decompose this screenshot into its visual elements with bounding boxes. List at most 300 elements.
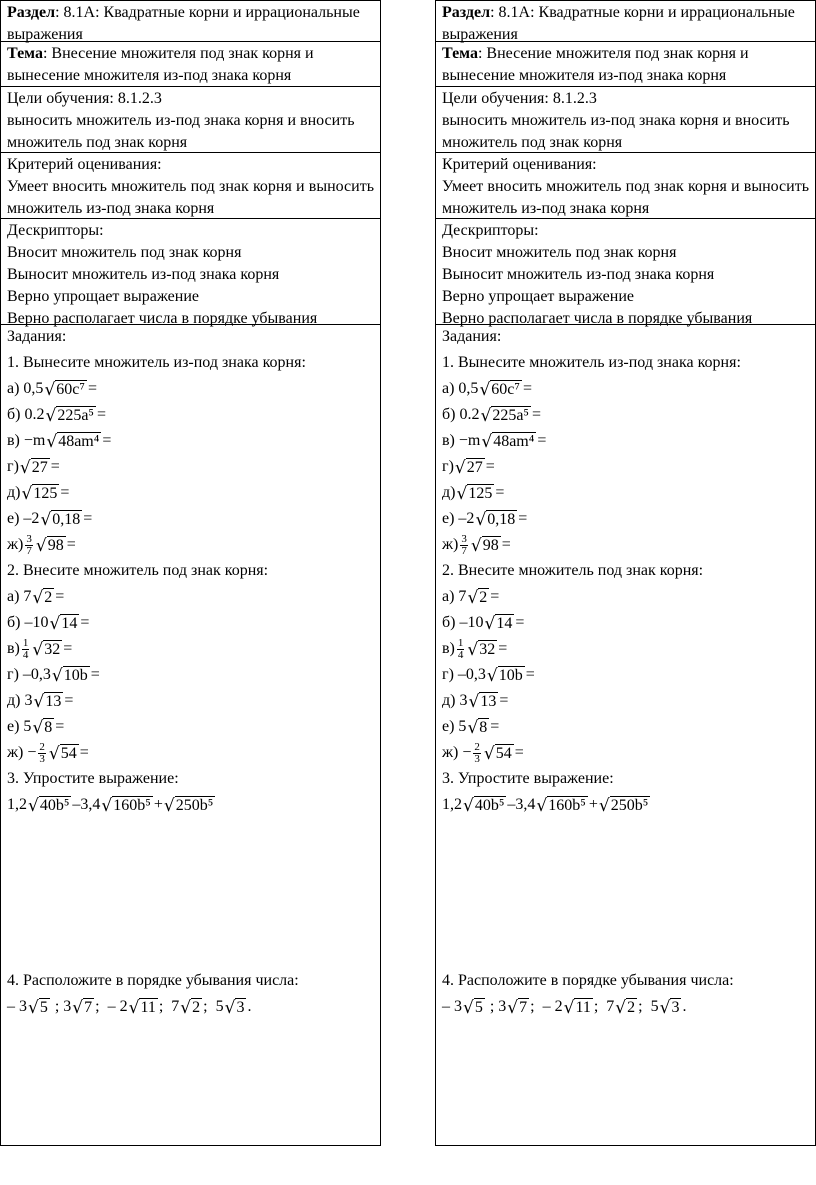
radicand: 7 — [519, 998, 528, 1016]
square-root — [475, 510, 517, 529]
coefficient: –3,4 — [507, 796, 536, 813]
square-root — [599, 796, 650, 815]
item-label: а) 0,5 — [7, 380, 44, 397]
separator: . — [682, 998, 687, 1015]
goals-title: Цели обучения: 8.1.2.3 — [442, 90, 597, 107]
equals-sign: = — [499, 692, 509, 709]
task3-expression — [7, 792, 374, 818]
square-root — [479, 380, 522, 399]
item-label: а) 7 — [7, 588, 32, 605]
equals-sign: = — [50, 458, 60, 475]
square-root — [225, 998, 247, 1017]
equals-sign: = — [55, 718, 65, 735]
equals-sign: = — [515, 614, 525, 631]
goals-text: выносить множитель из-под знака корня и вносить множитель под знак корня — [7, 112, 355, 151]
radical-sign-icon: √ — [536, 795, 548, 816]
section-label: Раздел — [442, 4, 491, 21]
radical-sign-icon: √ — [72, 997, 84, 1018]
task2-item — [7, 688, 374, 714]
task2-item — [7, 636, 374, 662]
fraction — [473, 742, 481, 765]
task2-item — [442, 688, 809, 714]
section-value: : 8.1А: Квадратные корни и иррациональные выражения — [442, 4, 795, 43]
radicand: 250b⁵ — [610, 796, 649, 814]
radicand: 60c⁷ — [56, 380, 85, 398]
descriptor-item: Верно располагает числа в порядке убывания — [442, 310, 753, 327]
task4-numbers — [442, 994, 809, 1020]
radical-sign-icon: √ — [480, 405, 492, 426]
radicand: 0,18 — [52, 510, 81, 528]
item-label: б) 0.2 — [442, 406, 480, 423]
separator: ; — [530, 998, 543, 1015]
square-root — [52, 666, 90, 685]
radicand: 27 — [466, 458, 483, 476]
task2-item — [442, 636, 809, 662]
descriptor-item: Верно упрощает выражение — [7, 288, 199, 305]
radicand: 60c⁷ — [491, 380, 520, 398]
item-label: д) — [7, 484, 21, 501]
square-root — [467, 640, 497, 659]
radical-sign-icon: √ — [659, 997, 671, 1018]
topic-value: : Внесение множителя под знак корня и вынесение множителя из-под знака корня — [442, 45, 749, 84]
descriptor-item: Вносит множитель под знак корня — [7, 244, 242, 261]
radical-sign-icon: √ — [483, 743, 495, 764]
section-cell — [436, 1, 815, 42]
task1-item — [7, 402, 374, 428]
task1-item — [7, 506, 374, 532]
radical-sign-icon: √ — [224, 997, 236, 1018]
radical-sign-icon: √ — [615, 997, 627, 1018]
square-root — [49, 744, 79, 763]
task1-item — [442, 376, 809, 402]
task2-title: 2. Внесите множитель под знак корня: — [7, 562, 269, 579]
radical-sign-icon: √ — [180, 997, 192, 1018]
square-root — [164, 796, 215, 815]
section-value: : 8.1А: Квадратные корни и иррациональные выражения — [7, 4, 360, 43]
equals-sign: = — [63, 640, 73, 657]
radicand: 11 — [575, 998, 591, 1016]
radicand: 2 — [479, 588, 488, 606]
fraction-denominator: 7 — [26, 544, 32, 557]
task1-item — [442, 506, 809, 532]
item-label: е) 5 — [442, 718, 467, 735]
radicand: 14 — [61, 614, 78, 632]
task-card-right — [435, 0, 816, 1146]
task4-title: 4. Расположите в порядке убывания числа: — [7, 972, 299, 989]
radical-sign-icon: √ — [468, 691, 480, 712]
square-root — [481, 432, 536, 451]
square-root — [487, 666, 525, 685]
radical-sign-icon: √ — [49, 613, 61, 634]
radicand: 5 — [39, 998, 48, 1016]
separator: ; — [638, 998, 651, 1015]
square-root — [101, 796, 152, 815]
coefficient: 5 — [215, 998, 224, 1015]
descriptors-cell — [1, 219, 380, 325]
task2-item — [7, 714, 374, 740]
radical-sign-icon: √ — [19, 457, 31, 478]
square-root — [484, 614, 514, 633]
square-root — [480, 406, 531, 425]
answer-space — [442, 818, 809, 968]
item-label: д) — [442, 484, 456, 501]
radical-sign-icon: √ — [456, 483, 468, 504]
equals-sign: = — [80, 614, 90, 631]
equals-sign: = — [64, 692, 74, 709]
radical-sign-icon: √ — [21, 483, 33, 504]
square-root — [33, 692, 63, 711]
task1-title: 1. Вынесите множитель из-под знака корня: — [442, 354, 741, 371]
task1-item — [442, 480, 809, 506]
radicand: 8 — [479, 718, 488, 736]
equals-sign: = — [485, 458, 495, 475]
radical-sign-icon: √ — [46, 431, 58, 452]
task2-item — [7, 662, 374, 688]
tasks-title: Задания: — [7, 328, 67, 345]
item-label: б) –10 — [7, 614, 49, 631]
radical-sign-icon: √ — [486, 665, 498, 686]
task2-item — [442, 740, 809, 766]
descriptors-title: Дескрипторы: — [442, 222, 539, 239]
equals-sign: = — [90, 666, 100, 683]
coefficient: 3 — [498, 998, 507, 1015]
fraction — [38, 742, 46, 765]
radicand: 10b — [498, 666, 523, 684]
task4-title: 4. Расположите в порядке убывания числа: — [442, 972, 734, 989]
radicand: 125 — [33, 484, 58, 502]
item-label: б) 0.2 — [7, 406, 45, 423]
task2-item — [7, 610, 374, 636]
descriptor-item: Верно располагает числа в порядке убывания — [7, 310, 318, 327]
task1-item — [442, 428, 809, 454]
square-root — [129, 998, 158, 1017]
radical-sign-icon: √ — [470, 535, 482, 556]
radicand: 225a⁵ — [492, 406, 529, 424]
task3-expression — [442, 792, 809, 818]
radicand: 0,18 — [487, 510, 516, 528]
task2-item — [442, 584, 809, 610]
task1-list — [7, 376, 374, 558]
equals-sign: = — [66, 536, 76, 553]
square-root — [28, 998, 50, 1017]
square-root — [28, 796, 71, 815]
item-label: в) — [442, 640, 455, 657]
equals-sign: = — [490, 718, 500, 735]
equals-sign: = — [55, 588, 65, 605]
equals-sign: = — [490, 588, 500, 605]
radicand: 125 — [468, 484, 493, 502]
task1-item — [7, 376, 374, 402]
square-root — [564, 998, 593, 1017]
goals-cell — [436, 87, 815, 153]
descriptor-item: Выносит множитель из-под знака корня — [7, 266, 280, 283]
descriptor-item: Выносит множитель из-под знака корня — [442, 266, 715, 283]
equals-sign: = — [522, 380, 532, 397]
separator: ; — [50, 998, 64, 1015]
coefficient: 7 — [171, 998, 180, 1015]
equals-sign: = — [498, 640, 508, 657]
task2-item — [442, 662, 809, 688]
task2-item — [7, 740, 374, 766]
radical-sign-icon: √ — [28, 795, 39, 816]
radicand: 225a⁵ — [57, 406, 94, 424]
criterion-cell — [436, 153, 815, 219]
equals-sign: = — [537, 432, 547, 449]
criterion-title: Критерий оценивания: — [7, 156, 162, 173]
equals-sign: = — [97, 406, 107, 423]
radical-sign-icon: √ — [32, 717, 44, 738]
section-cell — [1, 1, 380, 42]
task1-item — [7, 428, 374, 454]
item-label: е) 5 — [7, 718, 32, 735]
square-root — [467, 588, 489, 607]
equals-sign: = — [532, 406, 542, 423]
radicand: 32 — [44, 640, 61, 658]
radical-sign-icon: √ — [467, 639, 479, 660]
square-root — [49, 614, 79, 633]
goals-text: выносить множитель из-под знака корня и вносить множитель под знак корня — [442, 112, 790, 151]
square-root — [463, 796, 506, 815]
square-root — [463, 998, 485, 1017]
radicand: 3 — [236, 998, 245, 1016]
square-root — [456, 484, 494, 503]
radicand: 32 — [479, 640, 496, 658]
task1-title: 1. Вынесите множитель из-под знака корня: — [7, 354, 306, 371]
fraction-denominator: 3 — [474, 752, 480, 765]
radicand: 13 — [45, 692, 62, 710]
separator: ; — [95, 998, 108, 1015]
separator: ; — [485, 998, 499, 1015]
task2-item — [442, 610, 809, 636]
radicand: 2 — [44, 588, 53, 606]
radicand: 54 — [495, 744, 512, 762]
answer-space — [7, 818, 374, 968]
criterion-title: Критерий оценивания: — [442, 156, 597, 173]
fraction-denominator: 7 — [461, 544, 467, 557]
coefficient: – 3 — [442, 998, 462, 1015]
radicand: 98 — [482, 536, 499, 554]
task3-title: 3. Упростите выражение: — [7, 770, 179, 787]
topic-cell — [436, 42, 815, 87]
radical-sign-icon: √ — [101, 795, 113, 816]
radical-sign-icon: √ — [44, 379, 56, 400]
item-label: д) 3 — [442, 692, 468, 709]
square-root — [180, 998, 202, 1017]
radicand: 8 — [44, 718, 53, 736]
square-root — [40, 510, 82, 529]
coefficient: 1,2 — [442, 796, 462, 813]
square-root — [615, 998, 637, 1017]
square-root — [536, 796, 587, 815]
goals-title: Цели обучения: 8.1.2.3 — [7, 90, 162, 107]
square-root — [44, 380, 87, 399]
item-label: г) — [7, 458, 19, 475]
item-label: а) 0,5 — [442, 380, 479, 397]
square-root — [507, 998, 529, 1017]
equals-sign: = — [60, 484, 70, 501]
square-root — [32, 588, 54, 607]
radicand: 160b⁵ — [113, 796, 151, 814]
radical-sign-icon: √ — [475, 509, 487, 530]
radicand: 13 — [480, 692, 497, 710]
radical-sign-icon: √ — [48, 743, 60, 764]
square-root — [471, 536, 501, 555]
task-card-left — [0, 0, 381, 1146]
equals-sign: = — [501, 536, 511, 553]
coefficient: –3,4 — [72, 796, 101, 813]
fraction-numerator: 2 — [474, 740, 480, 753]
equals-sign: = — [87, 380, 97, 397]
square-root — [46, 432, 101, 451]
task2-item — [442, 714, 809, 740]
radical-sign-icon: √ — [45, 405, 57, 426]
coefficient: 5 — [650, 998, 659, 1015]
item-label: д) 3 — [7, 692, 33, 709]
plus-sign: + — [588, 796, 598, 813]
radicand: 48am⁴ — [58, 432, 100, 450]
tasks-block — [1, 325, 380, 1021]
radical-sign-icon: √ — [598, 795, 610, 816]
radical-sign-icon: √ — [35, 535, 47, 556]
equals-sign: = — [83, 510, 93, 527]
square-root — [468, 692, 498, 711]
radical-sign-icon: √ — [484, 613, 496, 634]
radical-sign-icon: √ — [32, 587, 44, 608]
item-label: ж) — [442, 536, 459, 553]
radicand: 250b⁵ — [175, 796, 214, 814]
task2-item — [7, 584, 374, 610]
task1-item — [442, 402, 809, 428]
square-root — [32, 718, 54, 737]
radicand: 160b⁵ — [548, 796, 586, 814]
descriptors-title: Дескрипторы: — [7, 222, 104, 239]
task1-item — [442, 454, 809, 480]
item-label: б) –10 — [442, 614, 484, 631]
radical-sign-icon: √ — [563, 997, 575, 1018]
item-label: г) –0,3 — [7, 666, 51, 683]
radicand: 2 — [192, 998, 201, 1016]
radical-sign-icon: √ — [454, 457, 466, 478]
coefficient: – 3 — [7, 998, 27, 1015]
radicand: 98 — [47, 536, 64, 554]
item-label: в) — [7, 640, 20, 657]
task1-item — [7, 480, 374, 506]
radical-sign-icon: √ — [51, 665, 63, 686]
square-root — [484, 744, 514, 763]
square-root — [72, 998, 94, 1017]
fraction — [460, 534, 468, 557]
radical-sign-icon: √ — [128, 997, 140, 1018]
radicand: 10b — [63, 666, 88, 684]
radical-sign-icon: √ — [481, 431, 493, 452]
fraction — [457, 638, 465, 661]
task1-item — [7, 454, 374, 480]
fraction-denominator: 4 — [22, 648, 29, 661]
topic-label: Тема — [442, 45, 478, 62]
descriptors-cell — [436, 219, 815, 325]
topic-value: : Внесение множителя под знак корня и вынесение множителя из-под знака корня — [7, 45, 314, 84]
radical-sign-icon: √ — [479, 379, 491, 400]
equals-sign: = — [514, 744, 524, 761]
coefficient: – 2 — [542, 998, 563, 1015]
task1-item — [442, 532, 809, 558]
topic-cell — [1, 42, 380, 87]
equals-sign: = — [102, 432, 112, 449]
radical-sign-icon: √ — [507, 997, 519, 1018]
radicand: 40b⁵ — [39, 796, 70, 814]
square-root — [455, 458, 485, 477]
criterion-text: Умеет вносить множитель под знак корня и выносить множитель из-под знака корня — [7, 178, 374, 217]
tasks-title: Задания: — [442, 328, 502, 345]
radical-sign-icon: √ — [33, 691, 45, 712]
square-root — [36, 536, 66, 555]
task1-item — [7, 532, 374, 558]
square-root — [45, 406, 96, 425]
radicand: 48am⁴ — [493, 432, 535, 450]
item-label: ж) − — [442, 744, 472, 761]
separator: ; — [593, 998, 607, 1015]
radicand: 27 — [31, 458, 48, 476]
descriptor-item: Верно упрощает выражение — [442, 288, 634, 305]
separator: ; — [158, 998, 172, 1015]
item-label: г) — [442, 458, 454, 475]
radicand: 5 — [474, 998, 483, 1016]
criterion-text: Умеет вносить множитель под знак корня и выносить множитель из-под знака корня — [442, 178, 809, 217]
radical-sign-icon: √ — [463, 997, 474, 1018]
square-root — [21, 484, 59, 503]
plus-sign: + — [153, 796, 163, 813]
radicand: 14 — [496, 614, 513, 632]
fraction-denominator: 3 — [39, 752, 45, 765]
separator: . — [247, 998, 252, 1015]
task2-list — [7, 584, 374, 766]
radical-sign-icon: √ — [28, 997, 39, 1018]
square-root — [32, 640, 62, 659]
item-label: е) –2 — [7, 510, 40, 527]
radicand: 54 — [60, 744, 77, 762]
equals-sign: = — [79, 744, 89, 761]
item-label: ж) — [7, 536, 24, 553]
square-root — [660, 998, 682, 1017]
separator: ; — [203, 998, 216, 1015]
fraction-denominator: 4 — [457, 648, 464, 661]
fraction-numerator: 1 — [457, 636, 464, 649]
descriptor-item: Вносит множитель под знак корня — [442, 244, 677, 261]
radical-sign-icon: √ — [463, 795, 474, 816]
item-label: ж) − — [7, 744, 37, 761]
item-label: е) –2 — [442, 510, 475, 527]
item-label: в) −m — [442, 432, 481, 449]
criterion-cell — [1, 153, 380, 219]
fraction — [22, 638, 30, 661]
fraction-numerator: 1 — [22, 636, 29, 649]
square-root — [20, 458, 50, 477]
task3-title: 3. Упростите выражение: — [442, 770, 614, 787]
radical-sign-icon: √ — [467, 587, 479, 608]
radicand: 3 — [671, 998, 680, 1016]
section-label: Раздел — [7, 4, 56, 21]
radicand: 11 — [140, 998, 156, 1016]
radicand: 40b⁵ — [474, 796, 505, 814]
radical-sign-icon: √ — [467, 717, 479, 738]
equals-sign: = — [518, 510, 528, 527]
task1-list — [442, 376, 809, 558]
radicand: 2 — [627, 998, 636, 1016]
radicand: 7 — [84, 998, 93, 1016]
radical-sign-icon: √ — [32, 639, 44, 660]
fraction-numerator: 3 — [26, 532, 32, 545]
item-label: в) −m — [7, 432, 46, 449]
